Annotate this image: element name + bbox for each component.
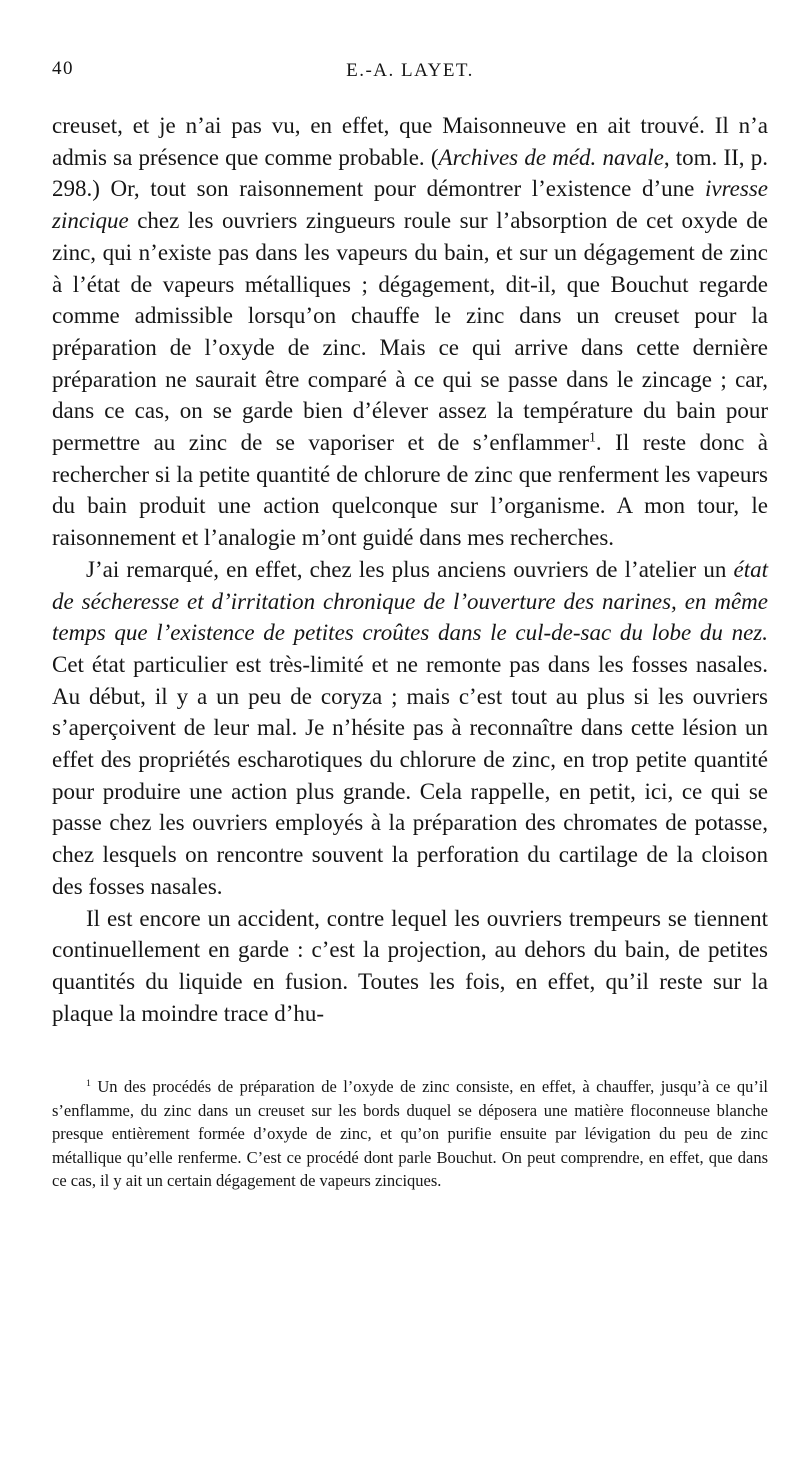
paragraph-1-text-a: creuset, et je n’ai pas vu, en effet, que Maisonneuve en ait trouvé. Il n’a admis sa présence que comme probable. (: [52, 113, 768, 170]
paragraph-1-text-b: , tom. II, p. 298.) Or, tout son raisonnement pour démontrer l’existence d’une: [52, 144, 769, 202]
paragraph-3: [52, 903, 768, 1030]
footnotes: [52, 1075, 768, 1192]
paragraph-2-italic-symptoms: état de sécheresse et d’irritation chronique de l’ouverture des narines, en même temps que l’existence de petites croûtes dans le cul-de-sac du lobe du nez.: [52, 556, 768, 646]
paragraph-1-italic-journal: Archives de méd. navale: [438, 144, 664, 170]
paragraph-3-text: Il est encore un accident, contre lequel les ouvriers trempeurs se tiennent continuellement en garde : c’est la projection, au dehors du bain, de petites quantités du liquide en fusion. Toutes les fois, en effet, qu’il reste sur la plaque la moindre trace d’hu-: [52, 905, 768, 1026]
book-page: [52, 58, 768, 1192]
paragraph-2: [52, 554, 768, 903]
paragraph-1-italic-term: ivresse zincique: [52, 176, 768, 234]
footnote-1-text: Un des procédés de préparation de l’oxyde de zinc consiste, en effet, à chauffer, jusqu’à ce qu’il s’enflamme, du zinc dans un creuset sur les bords duquel se déposera une matière floconneuse blanche presque entièrement formée d’oxyde de zinc, et qu’on purifie ensuite par lévigation du peu de zinc métallique qu’elle renferme. C’est ce procédé dont parle Bouchut. On peut comprendre, en effet, que dans ce cas, il y ait un certain dégagement de vapeurs zinciques.: [52, 1077, 768, 1191]
page-number: 40: [52, 58, 74, 79]
running-title: E.-A. LAYET.: [346, 60, 474, 81]
running-head: [52, 58, 768, 98]
footnote-1: [52, 1075, 768, 1192]
paragraph-1-text-d: . Il reste donc à rechercher si la petite quantité de chlorure de zinc que renferment les vapeurs du bain produit une action quelconque sur l’organisme. A mon tour, le raisonnement et l’analogie m’ont guidé dans mes recherches.: [52, 430, 769, 551]
paragraph-1-text-c: chez les ouvriers zingueurs roule sur l’absorption de cet oxyde de zinc, qui n’existe pas dans les vapeurs du bain, et sur un dégagement de zinc à l’état de vapeurs métalliques ; dégagement, dit-il, que Bouchut regarde comme admissible lorsqu’on chauffe le zinc dans un creuset pour la préparation de l’oxyde de zinc. Mais ce qui arrive dans cette dernière préparation ne saurait être comparé à ce qui se passe dans le zincage ; car, dans ce cas, on se garde bien d’élever assez la température du bain pour permettre au zinc de se vaporiser et de s’enflammer: [52, 208, 768, 456]
footnote-mark: 1: [86, 1078, 91, 1090]
paragraph-2-text-b: Cet état particulier est très-limité et ne remonte pas dans les fosses nasales. Au début, il y a un peu de coryza ; mais c’est tout au plus si les ouvriers s’aperçoivent de leur mal. Je n’hésite pas à reconnaître dans cette lésion un effet des propriétés escharotiques du chlorure de zinc, en trop petite quantité pour produire une action plus grande. Cela rappelle, en petit, ici, ce qui se passe chez les ouvriers employés à la préparation des chromates de potasse, chez lesquels on rencontre souvent la perforation du cartilage de la cloison des fosses nasales.: [52, 651, 768, 899]
paragraph-2-text-a: J’ai remarqué, en effet, chez les plus anciens ouvriers de l’atelier un: [86, 556, 734, 582]
footnote-reference[interactable]: 1: [589, 429, 596, 445]
body-text: [52, 110, 768, 1029]
paragraph-1: [52, 110, 768, 554]
